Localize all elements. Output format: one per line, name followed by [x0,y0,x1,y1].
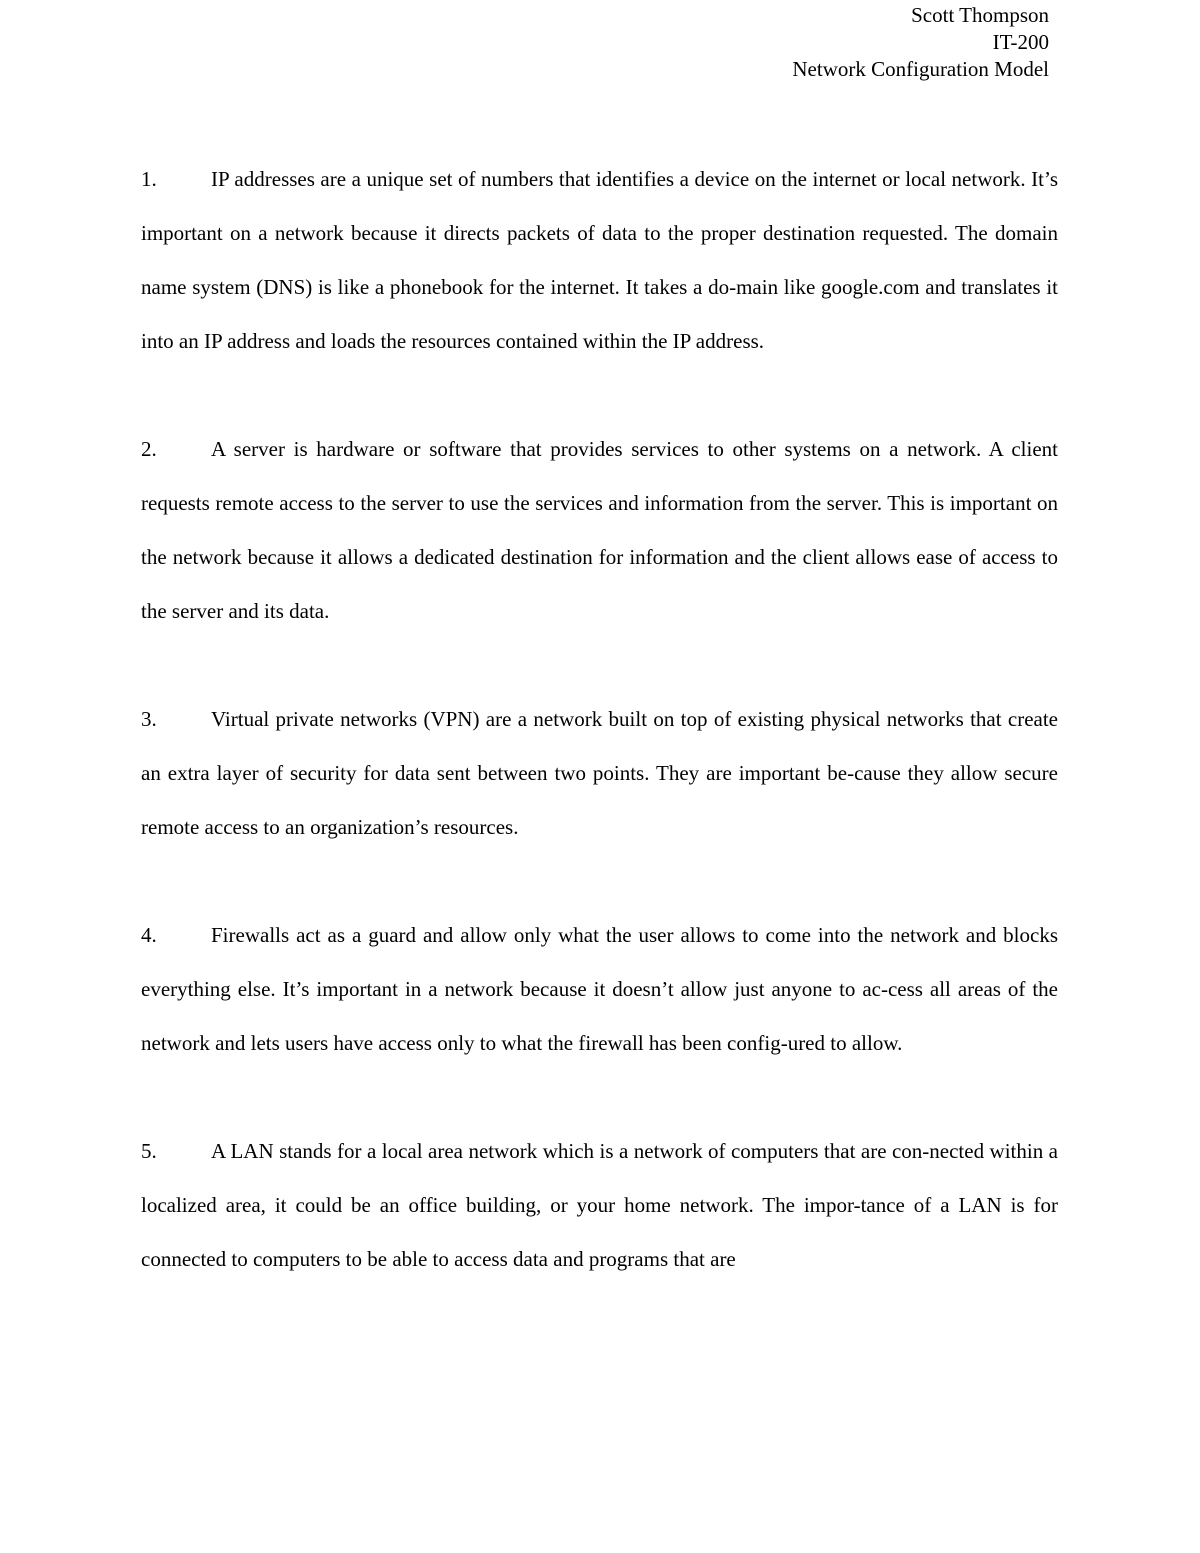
item-text: Firewalls act as a guard and allow only what the user allows to come into the network and blocks everything else. It’s important in a network because it doesn’t allow just anyone to ac-cess all areas of the network and lets users have access only to what the firewall has been config-ured to allow. [141,923,1058,1055]
list-item-3 [141,692,1058,854]
item-text: A server is hardware or software that provides services to other systems on a network. A client requests remote access to the server to use the services and information from the server. This is important on the network because it allows a dedicated destination for information and the client allows ease of access to the server and its data. [141,437,1058,623]
item-number: 2. [141,437,157,461]
item-number: 4. [141,923,157,947]
item-text: IP addresses are a unique set of numbers that identifies a device on the internet or local network. It’s important on a network because it directs packets of data to the proper destination requested. The domain name system (DNS) is like a phonebook for the internet. It takes a do-main like google.com and translates it into an IP address and loads the resources contained within the IP address. [141,167,1058,353]
item-text: A LAN stands for a local area network which is a network of computers that are con-nected within a localized area, it could be an office building, or your home network. The impor-tance of a LAN is for connected to computers to be able to access data and programs that are [141,1139,1058,1271]
document-header [792,2,1049,83]
list-item-1 [141,152,1058,368]
item-number: 5. [141,1139,157,1163]
document-title: Network Configuration Model [792,57,1049,81]
course-code: IT-200 [992,30,1049,54]
author-name: Scott Thompson [911,3,1049,27]
list-item-2 [141,422,1058,638]
item-number: 3. [141,707,157,731]
list-item-5 [141,1124,1058,1286]
list-item-4 [141,908,1058,1070]
item-text: Virtual private networks (VPN) are a network built on top of existing physical networks that create an extra layer of security for data sent between two points. They are important be-cause they allow secure remote access to an organization’s resources. [141,707,1058,839]
document-body [141,152,1058,1340]
item-number: 1. [141,167,157,191]
